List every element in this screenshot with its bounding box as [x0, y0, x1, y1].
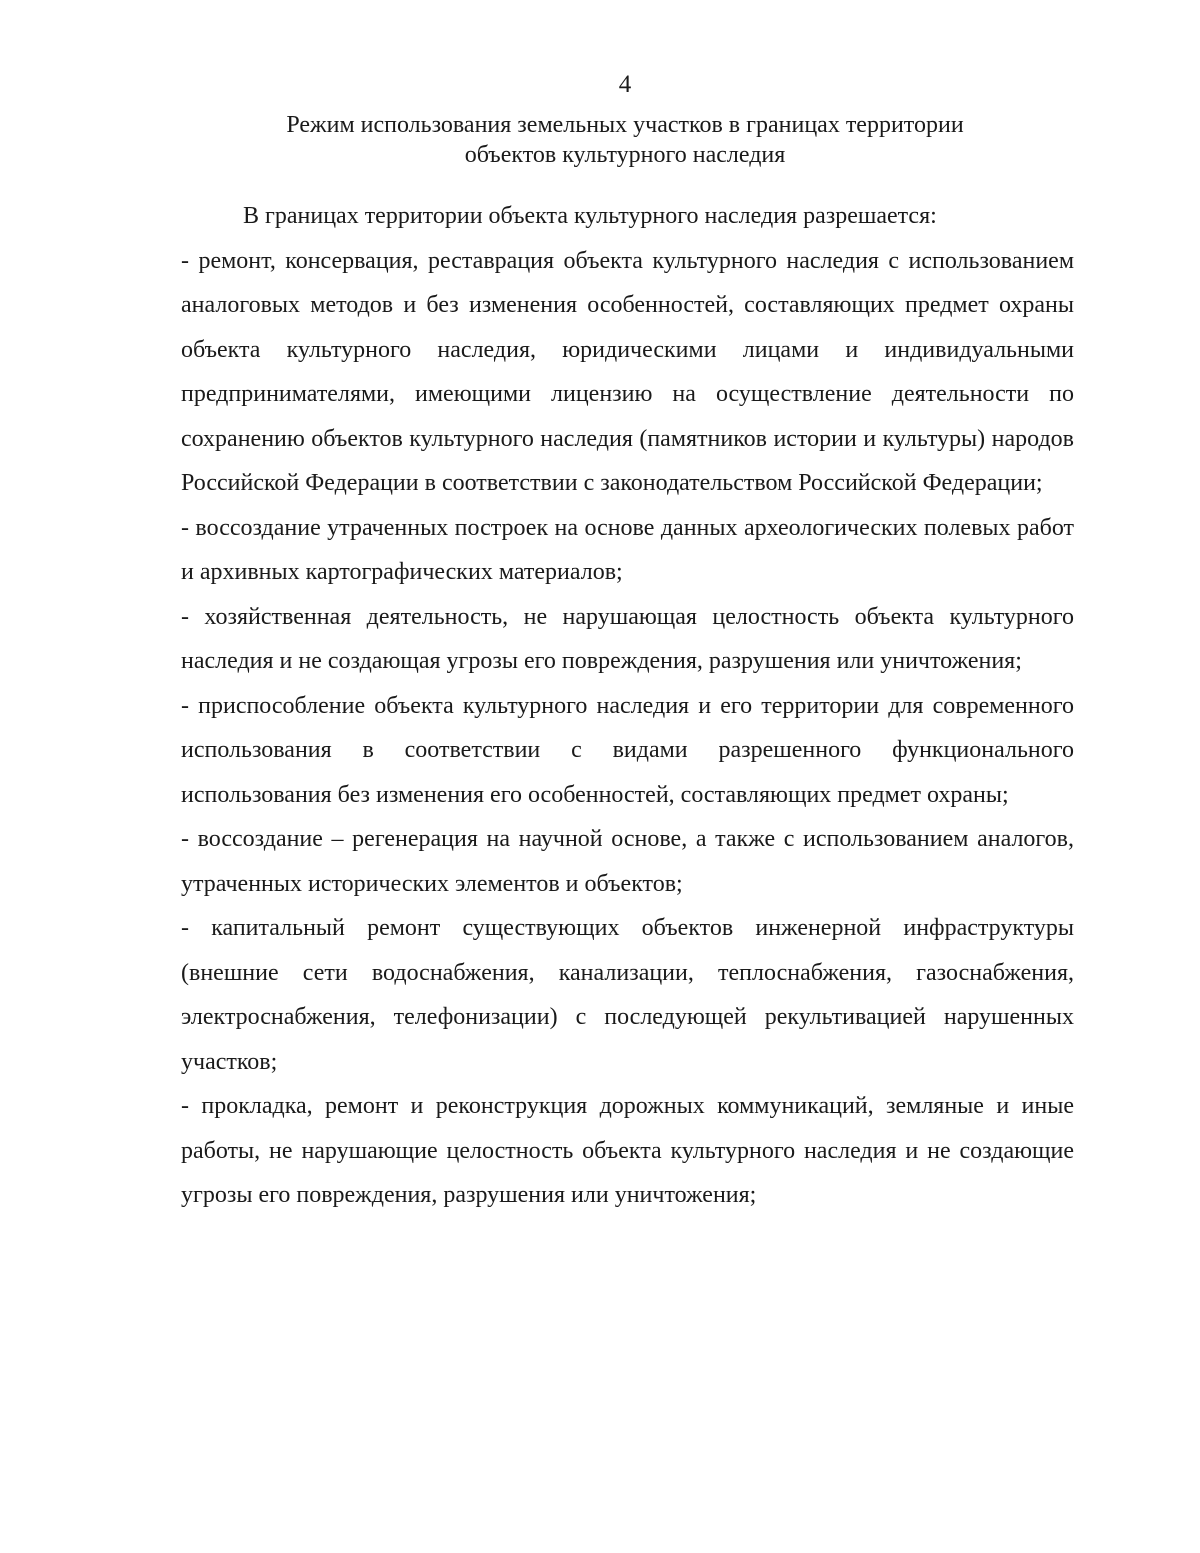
- list-item-6: - капитальный ремонт существующих объектов инженерной инфраструктуры (внешние сети водоснабжения, канализации, теплоснабжения, газоснабжения, электроснабжения, телефонизации) с последующей рекультивацией нарушенных участков;: [181, 915, 1074, 1075]
- list-item-1: - ремонт, консервация, реставрация объекта культурного наследия с использованием аналоговых методов и без изменения особенностей, составляющих предмет охраны объекта культурного наследия, юридическими лицами и индивидуальными предпринимателями, имеющими лицензию на осуществление деятельности по сохранению объектов культурного наследия (памятников истории и культуры) народов Российской Федерации в соответствии с законодательством Российской Федерации;: [181, 247, 1074, 496]
- document-body: [181, 194, 1074, 1218]
- list-item-7: - прокладка, ремонт и реконструкция дорожных коммуникаций, земляные и иные работы, не нарушающие целостность объекта культурного наследия и не создающие угрозы его повреждения, разрушения или уничтожения;: [181, 1093, 1074, 1208]
- list-item-2: - воссоздание утраченных построек на основе данных археологических полевых работ и архивных картографических материалов;: [181, 514, 1074, 585]
- list-item-3: - хозяйственная деятельность, не нарушающая целостность объекта культурного наследия и не создающая угрозы его повреждения, разрушения или уничтожения;: [181, 603, 1074, 674]
- list-item-4: - приспособление объекта культурного наследия и его территории для современного использования в соответствии с видами разрешенного функционального использования без изменения его особенностей, составляющих предмет охраны;: [181, 692, 1074, 808]
- list-item-5: - воссоздание – регенерация на научной основе, а также с использованием аналогов, утраченных исторических элементов и объектов;: [181, 826, 1074, 897]
- page-number: 4: [618, 71, 632, 98]
- intro-paragraph: В границах территории объекта культурного наследия разрешается:: [243, 203, 937, 229]
- heading-line-1: Режим использования земельных участков в границах территории: [286, 112, 964, 138]
- heading-line-2: объектов культурного наследия: [464, 142, 786, 168]
- section-heading: [0, 110, 1200, 170]
